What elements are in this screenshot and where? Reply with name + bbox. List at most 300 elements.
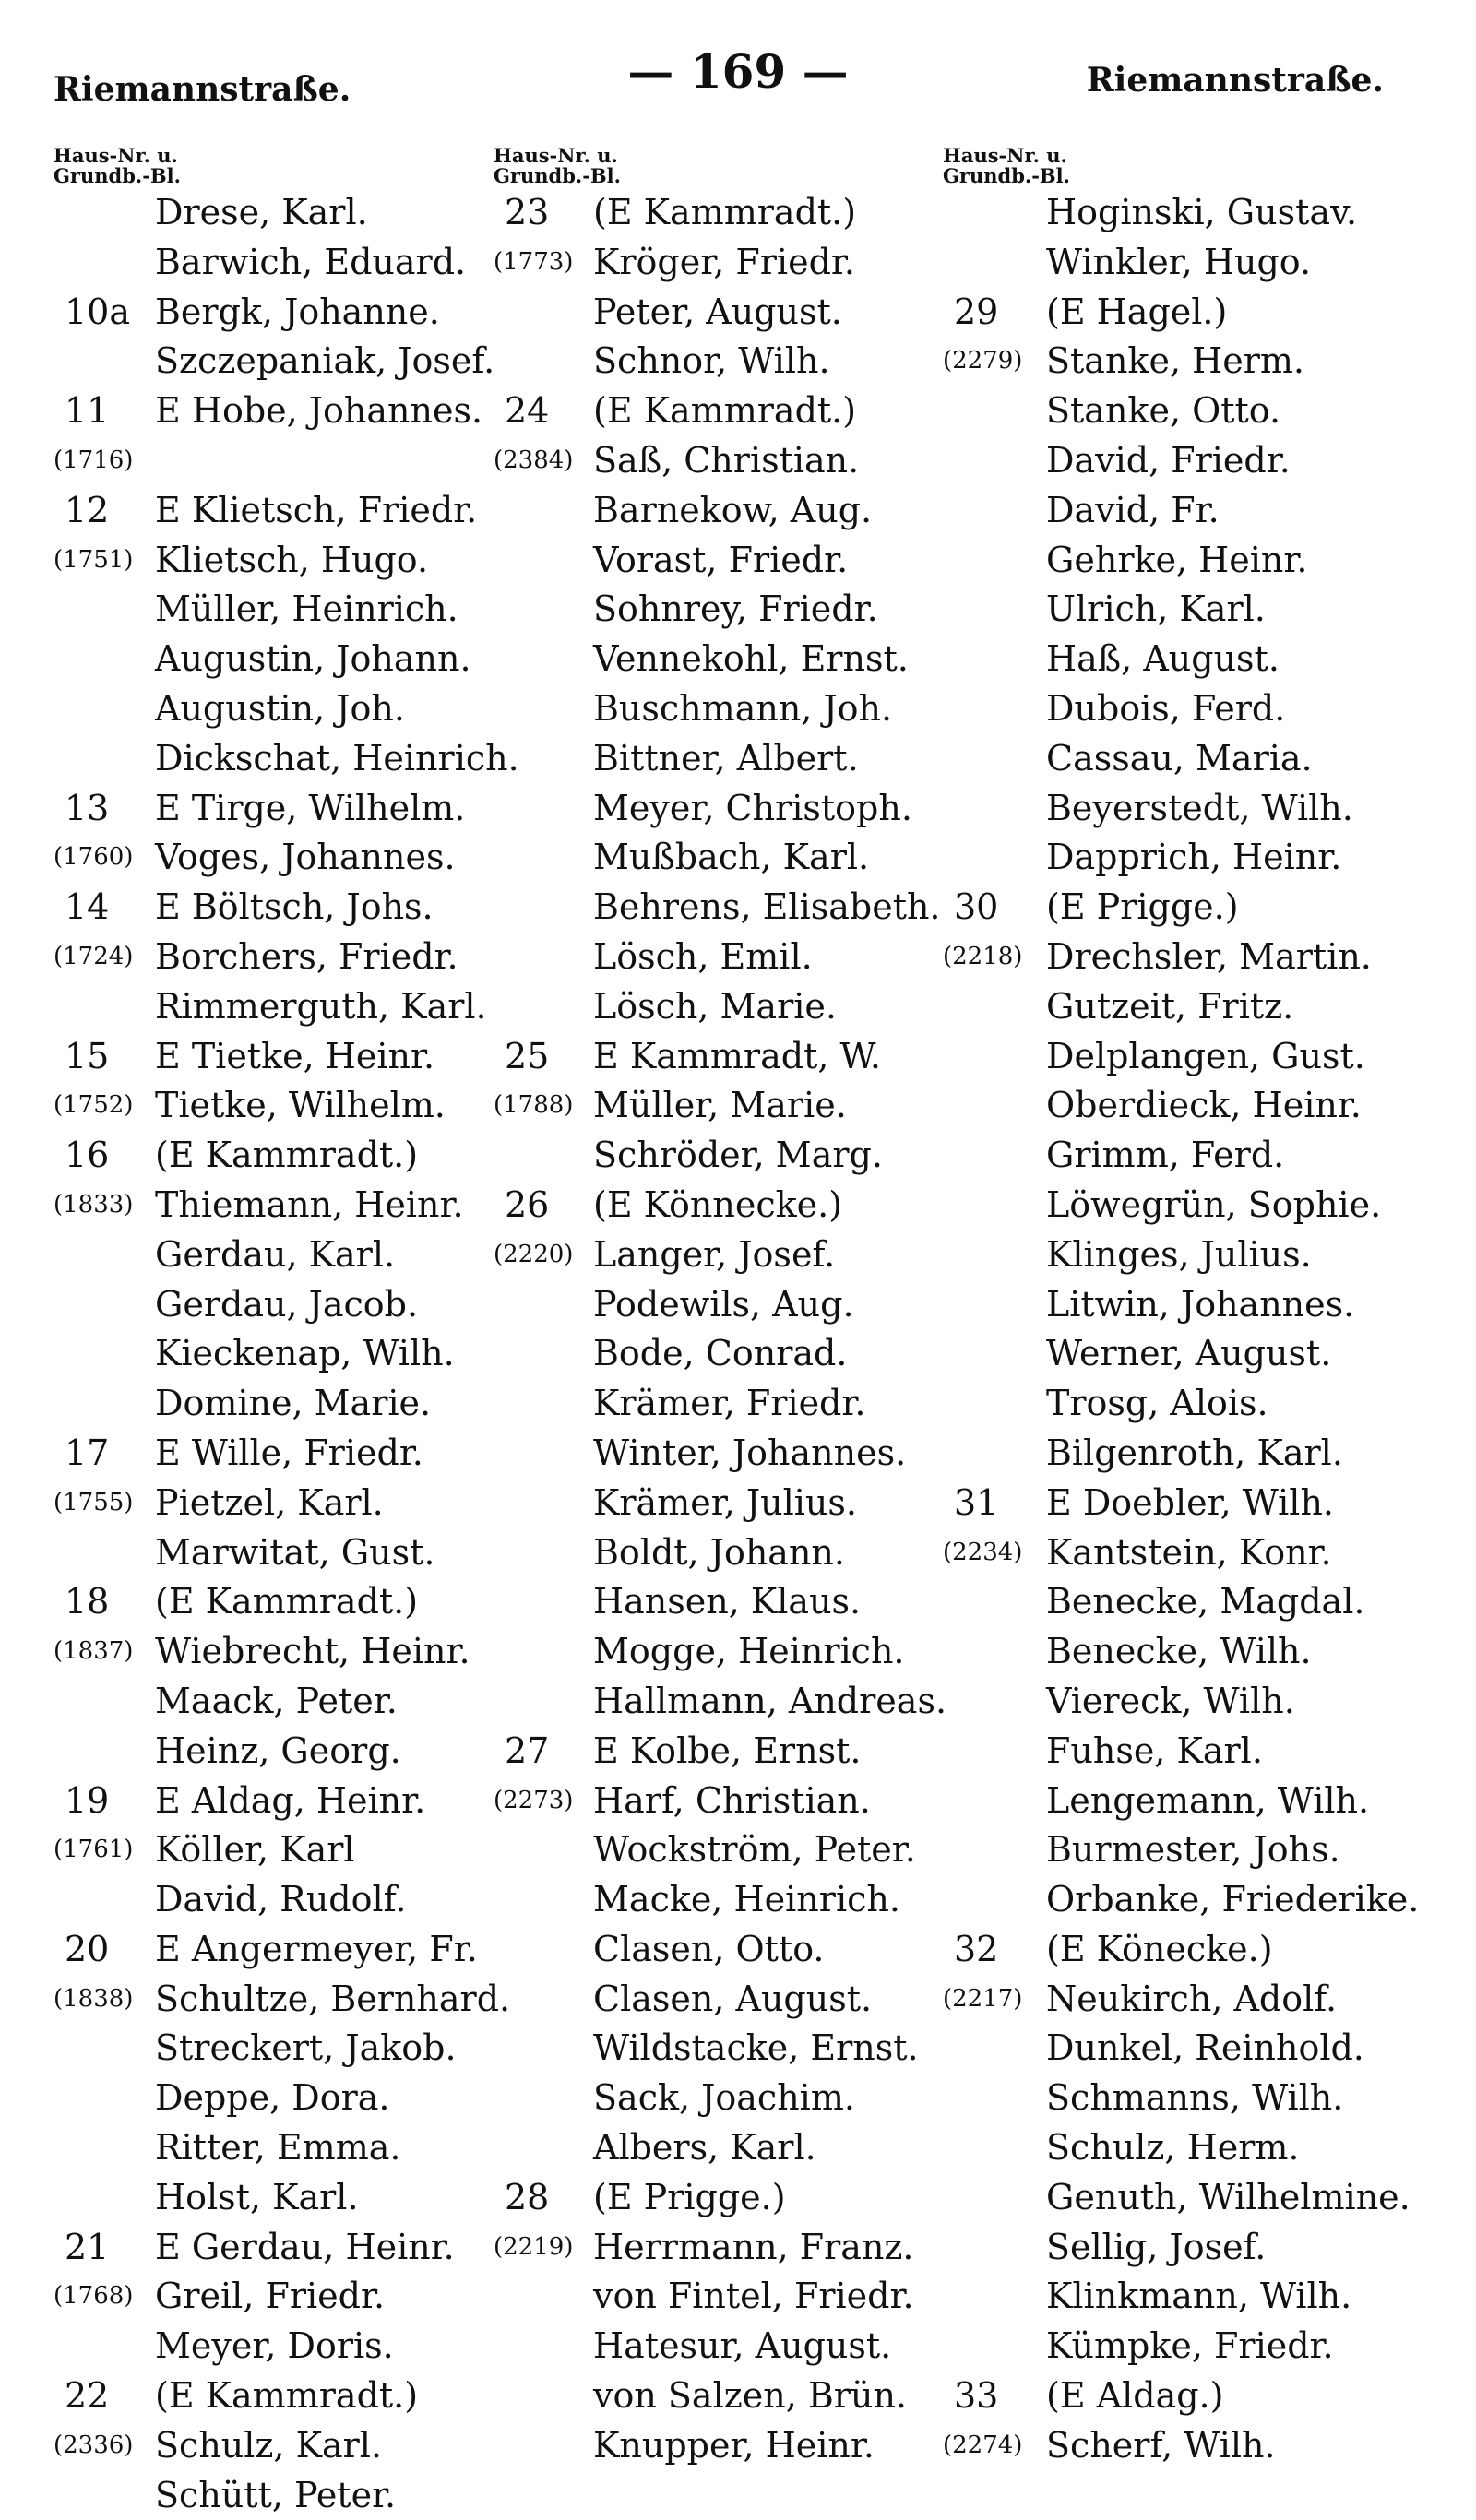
directory-entry [54, 188, 496, 238]
land-register-sheet: (1761) [54, 1836, 134, 1864]
resident-name: Trosg, Alois. [1046, 1383, 1268, 1424]
resident-name: Clasen, Otto. [593, 1928, 825, 1969]
resident-name: Langer, Josef. [593, 1233, 836, 1275]
directory-entry [494, 883, 955, 933]
resident-name: (E Könnecke.) [593, 1183, 843, 1225]
directory-entry [494, 1825, 955, 1875]
resident-name: Mußbach, Karl. [593, 837, 870, 878]
directory-entry [54, 982, 496, 1032]
directory-entry [494, 1777, 955, 1826]
resident-name: Schulz, Herm. [1046, 2127, 1300, 2169]
resident-name: E Wille, Friedr. [155, 1432, 423, 1473]
resident-name: Grimm, Ferd. [1046, 1135, 1285, 1176]
resident-name: Clasen, August. [593, 1978, 873, 2019]
resident-name: Delplangen, Gust. [1046, 1035, 1365, 1076]
resident-name: Lösch, Marie. [593, 985, 837, 1027]
land-register-sheet: (1837) [54, 1637, 134, 1666]
house-number: 23 [505, 192, 550, 232]
directory-entry [943, 1677, 1441, 1727]
resident-name: Burmester, Johs. [1046, 1829, 1340, 1871]
directory-entry [54, 1777, 496, 1826]
directory-entry [494, 1181, 955, 1230]
resident-name: Maack, Peter. [155, 1680, 398, 1721]
resident-name: Saß, Christian. [593, 439, 860, 481]
resident-name: Schmanns, Wilh. [1046, 2077, 1344, 2119]
directory-entry [943, 2024, 1441, 2074]
column-header [943, 146, 1441, 188]
resident-name: Meyer, Christoph. [593, 787, 912, 828]
directory-entry [494, 1032, 955, 1082]
resident-name: Bode, Conrad. [593, 1333, 848, 1374]
resident-name: Cassau, Maria. [1046, 737, 1313, 779]
resident-name: (E Könecke.) [1046, 1928, 1273, 1969]
resident-name: Kümpke, Friedr. [1046, 2325, 1334, 2367]
directory-entry [54, 1528, 496, 1578]
directory-entry [54, 2322, 496, 2371]
resident-name: Sack, Joachim. [593, 2077, 855, 2119]
resident-name: Klinkmann, Wilh. [1046, 2276, 1352, 2317]
directory-entry [943, 585, 1441, 635]
directory-entry [54, 933, 496, 982]
directory-entry [494, 1727, 955, 1777]
resident-name: Hallmann, Andreas. [593, 1680, 947, 1721]
land-register-sheet: (2274) [943, 2431, 1023, 2459]
resident-name: Dunkel, Reinhold. [1046, 2027, 1364, 2069]
house-number: 31 [954, 1481, 999, 1523]
resident-name: Hatesur, August. [593, 2325, 892, 2367]
resident-name: Lengemann, Wilh. [1046, 1779, 1370, 1821]
resident-name: (E Kammradt.) [155, 2375, 419, 2417]
house-number: 33 [954, 2375, 999, 2417]
directory-entry [943, 337, 1441, 386]
column-3 [943, 146, 1441, 2471]
directory-entry [494, 933, 955, 982]
resident-name: E Klietsch, Friedr. [155, 489, 478, 530]
directory-entry [494, 2421, 955, 2471]
directory-entry [943, 1727, 1441, 1777]
directory-entry [54, 2123, 496, 2173]
directory-entry [943, 1131, 1441, 1181]
resident-name: E Kolbe, Ernst. [593, 1730, 862, 1771]
directory-entry [943, 833, 1441, 883]
page-number: — 169 — [627, 44, 849, 99]
land-register-sheet: (1768) [54, 2282, 134, 2311]
resident-name: Genuth, Wilhelmine. [1046, 2176, 1411, 2217]
resident-name: Deppe, Dora. [155, 2077, 390, 2119]
street-name-right: Riemannstraße. [1086, 61, 1384, 100]
land-register-sheet: (1716) [54, 446, 134, 474]
directory-entry [54, 585, 496, 635]
directory-entry [54, 288, 496, 338]
land-register-sheet: (1724) [54, 942, 134, 970]
directory-entry [494, 1627, 955, 1677]
resident-name: Thiemann, Heinr. [155, 1183, 464, 1225]
directory-entry [54, 1875, 496, 1925]
directory-entry [494, 2123, 955, 2173]
resident-name: Harf, Christian. [593, 1779, 871, 1821]
directory-entry [494, 1230, 955, 1280]
house-number: 11 [65, 390, 110, 432]
resident-name: Klinges, Julius. [1046, 1233, 1312, 1275]
directory-entry [494, 1131, 955, 1181]
house-number: 26 [505, 1183, 550, 1225]
directory-entry [943, 1379, 1441, 1429]
column-2 [494, 146, 955, 2471]
directory-entry [494, 734, 955, 784]
resident-name: (E Kammradt.) [155, 1135, 419, 1176]
land-register-sheet: (1755) [54, 1488, 134, 1516]
resident-name: Gerdau, Karl. [155, 1233, 396, 1275]
directory-entry [494, 833, 955, 883]
directory-entry [494, 1975, 955, 2025]
directory-entry [494, 2371, 955, 2421]
house-number: 19 [65, 1779, 110, 1821]
house-number: 30 [954, 886, 999, 928]
directory-entry [54, 1925, 496, 1975]
resident-name: Bittner, Albert. [593, 737, 859, 779]
resident-name: Peter, August. [593, 291, 842, 332]
directory-entry [494, 486, 955, 536]
directory-entry [54, 1479, 496, 1528]
house-number: 10a [65, 291, 131, 332]
directory-entry [943, 2272, 1441, 2322]
house-number: 18 [65, 1581, 110, 1623]
resident-name: (E Kammradt.) [593, 192, 857, 232]
land-register-sheet: (2220) [494, 1240, 574, 1268]
resident-name: (E Kammradt.) [155, 1581, 419, 1623]
directory-entry [54, 2074, 496, 2123]
directory-entry [494, 1429, 955, 1479]
directory-entry [54, 2471, 496, 2520]
house-number: 12 [65, 489, 110, 530]
land-register-sheet: (2384) [494, 446, 574, 474]
directory-entry [54, 486, 496, 536]
directory-entry [943, 1577, 1441, 1627]
directory-entry [943, 1528, 1441, 1578]
directory-entry [494, 1677, 955, 1727]
resident-name: Domine, Marie. [155, 1383, 432, 1424]
directory-entry [494, 2322, 955, 2371]
resident-name: David, Rudolf. [155, 1879, 407, 1920]
house-number: 29 [954, 291, 999, 332]
resident-name: Schulz, Karl. [155, 2424, 383, 2466]
directory-entry [943, 1329, 1441, 1379]
directory-entry [494, 2223, 955, 2273]
directory-entry [54, 784, 496, 834]
resident-name: Haß, August. [1046, 638, 1280, 680]
resident-name: Bilgenroth, Karl. [1046, 1432, 1343, 1473]
directory-entry [943, 386, 1441, 436]
resident-name: E Tietke, Heinr. [155, 1035, 435, 1076]
resident-name: Oberdieck, Heinr. [1046, 1085, 1362, 1126]
resident-name: Löwegrün, Sophie. [1046, 1183, 1382, 1225]
column-header-line-2: Grundb.-Bl. [54, 164, 181, 187]
land-register-sheet: (2336) [54, 2431, 134, 2459]
directory-entry [494, 784, 955, 834]
resident-name: Marwitat, Gust. [155, 1531, 435, 1573]
resident-name: David, Friedr. [1046, 439, 1291, 481]
resident-name: Hansen, Klaus. [593, 1581, 862, 1623]
resident-name: Gerdau, Jacob. [155, 1283, 419, 1325]
resident-name: Albers, Karl. [593, 2127, 816, 2169]
resident-name: Lösch, Emil. [593, 935, 813, 977]
directory-entry [494, 2024, 955, 2074]
directory-entry [943, 635, 1441, 684]
directory-entry [494, 2272, 955, 2322]
directory-entry [54, 1627, 496, 1677]
resident-name: Szczepaniak, Josef. [155, 340, 495, 382]
resident-name: (E Kammradt.) [593, 390, 857, 432]
column-header-line-1: Haus-Nr. u. [943, 144, 1067, 167]
directory-entry [943, 2123, 1441, 2173]
resident-name: Müller, Marie. [593, 1085, 847, 1126]
directory-entry [943, 2223, 1441, 2273]
resident-name: Kantstein, Konr. [1046, 1531, 1332, 1573]
directory-entry [494, 1528, 955, 1578]
directory-entry [494, 188, 955, 238]
directory-entry [943, 1181, 1441, 1230]
house-number: 22 [65, 2375, 110, 2417]
directory-entry [494, 2074, 955, 2123]
directory-entry [943, 486, 1441, 536]
resident-name: Voges, Johannes. [155, 837, 456, 878]
land-register-sheet: (1760) [54, 843, 134, 872]
resident-name: Krämer, Friedr. [593, 1383, 866, 1424]
directory-entry [54, 1429, 496, 1479]
resident-name: E Gerdau, Heinr. [155, 2226, 455, 2267]
directory-entry [943, 288, 1441, 338]
directory-entry [54, 1329, 496, 1379]
resident-name: Beyerstedt, Wilh. [1046, 787, 1353, 828]
resident-name: Knupper, Heinr. [593, 2424, 875, 2466]
house-number: 28 [505, 2176, 550, 2217]
directory-entry [494, 1280, 955, 1330]
column-header-line-1: Haus-Nr. u. [494, 144, 618, 167]
house-number: 21 [65, 2226, 110, 2267]
directory-entry [494, 1875, 955, 1925]
directory-entry [494, 536, 955, 586]
resident-name: Stanke, Otto. [1046, 390, 1281, 432]
resident-name: Ritter, Emma. [155, 2127, 401, 2169]
land-register-sheet: (1773) [494, 247, 574, 276]
resident-name: E Hobe, Johannes. [155, 390, 483, 432]
directory-entry [494, 982, 955, 1032]
resident-name: Macke, Heinrich. [593, 1879, 900, 1920]
resident-name: Drese, Karl. [155, 192, 368, 232]
directory-entry [943, 1230, 1441, 1280]
directory-entry [54, 684, 496, 734]
page-header [0, 44, 1476, 109]
directory-entry [54, 536, 496, 586]
directory-entry [494, 337, 955, 386]
directory-entry [943, 982, 1441, 1032]
resident-name: Schröder, Marg. [593, 1135, 883, 1176]
column-1 [54, 144, 519, 2520]
house-number: 24 [505, 390, 550, 432]
directory-entry [494, 2173, 955, 2223]
directory-entry [54, 1577, 496, 1627]
resident-name: Drechsler, Martin. [1046, 935, 1372, 977]
directory-entry [54, 1280, 496, 1330]
directory-entry [54, 1181, 496, 1230]
resident-name: Mogge, Heinrich. [593, 1631, 905, 1672]
directory-entry [54, 1825, 496, 1875]
resident-name: Werner, August. [1046, 1333, 1332, 1374]
directory-entry [54, 2421, 496, 2471]
directory-entry [943, 1777, 1441, 1826]
resident-name: Schütt, Peter. [155, 2474, 397, 2515]
resident-name: von Salzen, Brün. [593, 2375, 907, 2417]
directory-entry [54, 2272, 496, 2322]
directory-entry [943, 734, 1441, 784]
directory-entry [54, 337, 496, 386]
resident-name: Holst, Karl. [155, 2176, 359, 2217]
resident-name: Augustin, Johann. [155, 638, 471, 680]
directory-entry [943, 684, 1441, 734]
resident-name: Meyer, Doris. [155, 2325, 394, 2367]
house-number: 32 [954, 1928, 999, 1969]
land-register-sheet: (1752) [54, 1091, 134, 1120]
resident-name: Heinz, Georg. [155, 1730, 401, 1771]
directory-entry [943, 2421, 1441, 2471]
column-header-line-2: Grundb.-Bl. [943, 164, 1070, 187]
resident-name: Barwich, Eduard. [155, 241, 467, 282]
directory-entry [54, 833, 496, 883]
land-register-sheet: (2279) [943, 347, 1023, 375]
directory-entry [494, 288, 955, 338]
directory-entry [494, 1577, 955, 1627]
land-register-sheet: (2273) [494, 1786, 574, 1814]
directory-entry [54, 2371, 496, 2421]
directory-entry [494, 238, 955, 288]
directory-entry [54, 436, 496, 486]
resident-name: Klietsch, Hugo. [155, 539, 429, 580]
resident-name: Winkler, Hugo. [1046, 241, 1312, 282]
directory-entry [54, 2223, 496, 2273]
directory-entry [943, 238, 1441, 288]
directory-entry [943, 2322, 1441, 2371]
land-register-sheet: (2234) [943, 1538, 1023, 1566]
resident-name: Podewils, Aug. [593, 1283, 854, 1325]
column-header [494, 146, 955, 188]
resident-name: Wildstacke, Ernst. [593, 2027, 919, 2069]
directory-entry [494, 1081, 955, 1131]
directory-entry [54, 883, 496, 933]
directory-entry [943, 1975, 1441, 2025]
directory-entry [943, 1479, 1441, 1528]
directory-entry [494, 1329, 955, 1379]
directory-entry [54, 635, 496, 684]
resident-name: Orbanke, Friederike. [1046, 1879, 1420, 1920]
resident-name: Schnor, Wilh. [593, 340, 830, 382]
resident-name: Kröger, Friedr. [593, 241, 855, 282]
resident-name: Krämer, Julius. [593, 1481, 857, 1523]
directory-entry [943, 1032, 1441, 1082]
resident-name: Fuhse, Karl. [1046, 1730, 1263, 1771]
house-number: 15 [65, 1035, 110, 1076]
resident-name: E Tirge, Wilhelm. [155, 787, 466, 828]
resident-name: (E Prigge.) [593, 2176, 786, 2217]
house-number: 16 [65, 1135, 110, 1176]
resident-name: Wockström, Peter. [593, 1829, 916, 1871]
land-register-sheet: (1833) [54, 1190, 134, 1218]
street-name-left: Riemannstraße. [54, 70, 351, 109]
directory-entry [943, 1875, 1441, 1925]
resident-name: Scherf, Wilh. [1046, 2424, 1276, 2466]
resident-name: Winter, Johannes. [593, 1432, 907, 1473]
resident-name: Vennekohl, Ernst. [593, 638, 909, 680]
directory-entry [943, 883, 1441, 933]
resident-name: Buschmann, Joh. [593, 687, 893, 729]
land-register-sheet: (1838) [54, 1984, 134, 2013]
directory-entry [54, 1677, 496, 1727]
resident-name: Dickschat, Heinrich. [155, 737, 519, 779]
resident-name: Boldt, Johann. [593, 1531, 845, 1573]
directory-entry [54, 1230, 496, 1280]
directory-entry [54, 2024, 496, 2074]
resident-name: Augustin, Joh. [155, 687, 405, 729]
house-number: 17 [65, 1432, 110, 1473]
directory-entry [943, 933, 1441, 982]
directory-entry [54, 238, 496, 288]
resident-name: (E Hagel.) [1046, 291, 1228, 332]
directory-entry [494, 635, 955, 684]
directory-entry [494, 684, 955, 734]
resident-name: E Aldag, Heinr. [155, 1779, 426, 1821]
resident-name: Dapprich, Heinr. [1046, 837, 1342, 878]
resident-name: Rimmerguth, Karl. [155, 985, 487, 1027]
resident-name: Sohnrey, Friedr. [593, 588, 878, 630]
directory-entry [943, 1825, 1441, 1875]
directory-entry [494, 1379, 955, 1429]
directory-entry [494, 436, 955, 486]
land-register-sheet: (1751) [54, 545, 134, 574]
directory-entry [943, 1429, 1441, 1479]
resident-name: Schultze, Bernhard. [155, 1978, 511, 2019]
directory-entry [54, 2173, 496, 2223]
directory-entry [943, 1081, 1441, 1131]
land-register-sheet: (2217) [943, 1984, 1023, 2013]
land-register-sheet: (1788) [494, 1091, 574, 1120]
resident-name: Behrens, Elisabeth. [593, 886, 941, 928]
resident-name: E Doebler, Wilh. [1046, 1481, 1335, 1523]
resident-name: E Angermeyer, Fr. [155, 1928, 478, 1969]
resident-name: Müller, Heinrich. [155, 588, 458, 630]
directory-entry [494, 1479, 955, 1528]
resident-name: Vorast, Friedr. [593, 539, 849, 580]
directory-entry [943, 1280, 1441, 1330]
directory-entry [54, 386, 496, 436]
directory-entry [494, 1925, 955, 1975]
directory-entry [943, 436, 1441, 486]
resident-name: Benecke, Magdal. [1046, 1581, 1365, 1623]
house-number: 25 [505, 1035, 550, 1076]
resident-name: Tietke, Wilhelm. [155, 1085, 446, 1126]
resident-name: Gehrke, Heinr. [1046, 539, 1308, 580]
resident-name: Borchers, Friedr. [155, 935, 458, 977]
column-header-line-1: Haus-Nr. u. [54, 144, 178, 167]
land-register-sheet: (2219) [494, 2232, 574, 2261]
resident-name: Litwin, Johannes. [1046, 1283, 1355, 1325]
resident-name: Viereck, Wilh. [1046, 1680, 1295, 1721]
directory-entry [494, 386, 955, 436]
resident-name: Herrmann, Franz. [593, 2226, 914, 2267]
column-header [54, 146, 496, 188]
directory-entry [943, 188, 1441, 238]
directory-entry [54, 1032, 496, 1082]
directory-entry [494, 585, 955, 635]
resident-name: Greil, Friedr. [155, 2276, 386, 2317]
